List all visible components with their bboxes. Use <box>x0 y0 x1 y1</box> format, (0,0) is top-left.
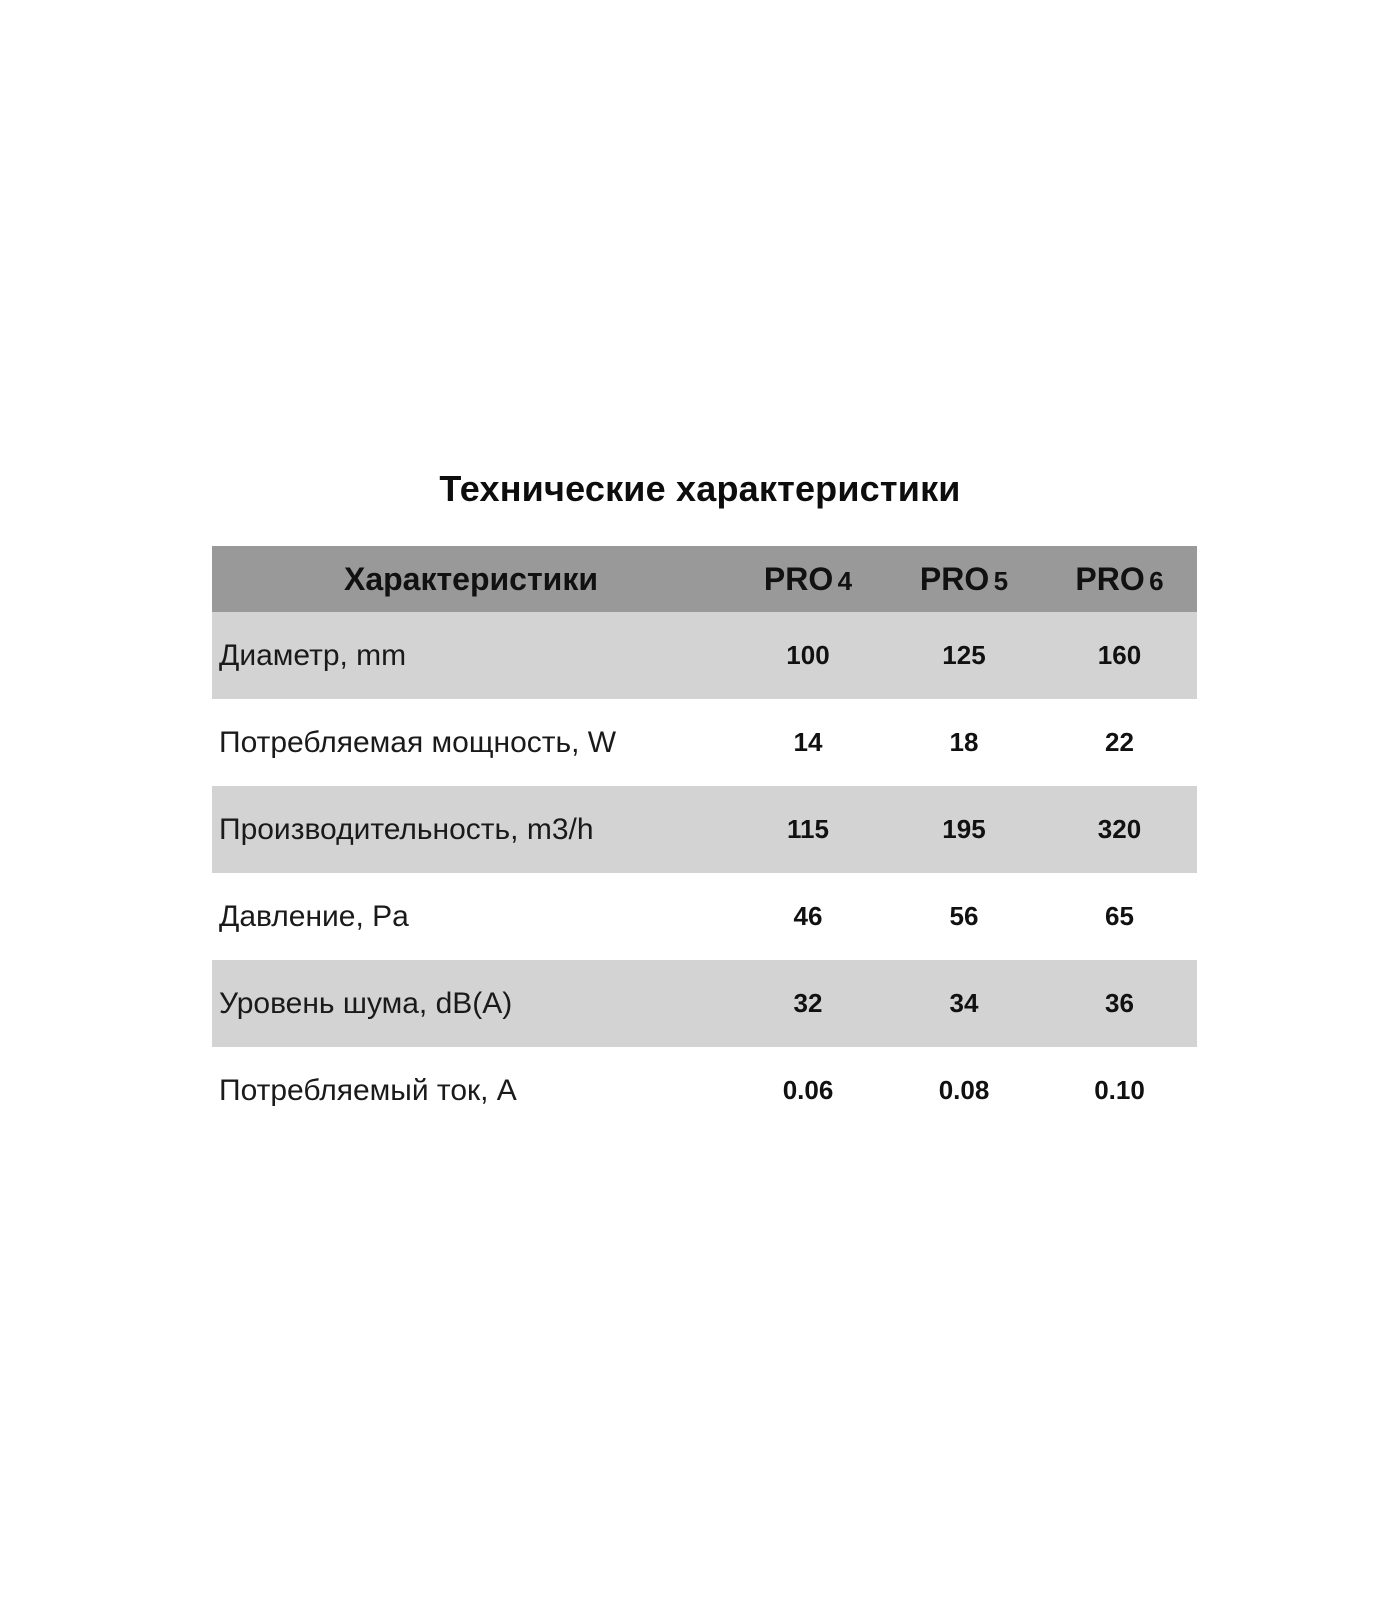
table-row-pressure <box>212 873 1197 960</box>
value-pro-5: 195 <box>942 814 986 844</box>
value-pro-6: 22 <box>1105 727 1134 757</box>
value-pro-6: 65 <box>1105 901 1134 931</box>
value-pro-6: 36 <box>1105 988 1134 1018</box>
table-row-airflow <box>212 786 1197 873</box>
value-pro-4: 100 <box>786 640 830 670</box>
value-pro-6: 160 <box>1097 640 1142 670</box>
header-model-pro-5 <box>886 561 1042 598</box>
page-title: Технические характеристики <box>439 468 961 509</box>
row-label: Давление, Pa <box>219 899 409 933</box>
model-number: 4 <box>837 565 853 596</box>
value-pro-6: 0.10 <box>1094 1075 1145 1105</box>
model-number: 6 <box>1149 565 1164 596</box>
model-name: PRO <box>1075 560 1145 597</box>
table-row-diameter <box>212 612 1197 699</box>
value-pro-4: 32 <box>793 988 823 1018</box>
header-model-pro-6 <box>1042 561 1197 598</box>
row-label: Потребляемый ток, A <box>219 1073 517 1107</box>
header-model-pro-4 <box>730 561 886 598</box>
value-pro-5: 125 <box>942 640 986 670</box>
value-pro-4: 0.06 <box>782 1075 834 1105</box>
value-pro-5: 18 <box>949 727 979 757</box>
model-number: 5 <box>993 565 1009 596</box>
value-pro-6: 320 <box>1097 814 1142 844</box>
table-row-current <box>212 1047 1197 1134</box>
value-pro-5: 0.08 <box>938 1075 990 1105</box>
row-label: Производительность, m3/h <box>219 812 594 846</box>
row-label: Уровень шума, dB(A) <box>219 986 513 1020</box>
value-pro-4: 14 <box>793 727 823 757</box>
value-pro-4: 115 <box>787 814 829 844</box>
value-pro-5: 34 <box>949 988 979 1018</box>
model-name: PRO <box>763 560 834 597</box>
table-header-row <box>212 546 1197 612</box>
header-characteristics: Характеристики <box>343 560 598 597</box>
row-label: Потребляемая мощность, W <box>219 725 617 759</box>
specifications-table <box>212 546 1197 1134</box>
table-row-noise-level <box>212 960 1197 1047</box>
table-row-power <box>212 699 1197 786</box>
value-pro-5: 56 <box>949 901 979 931</box>
value-pro-4: 46 <box>793 901 823 931</box>
row-label: Диаметр, mm <box>219 638 407 672</box>
model-name: PRO <box>919 560 990 597</box>
